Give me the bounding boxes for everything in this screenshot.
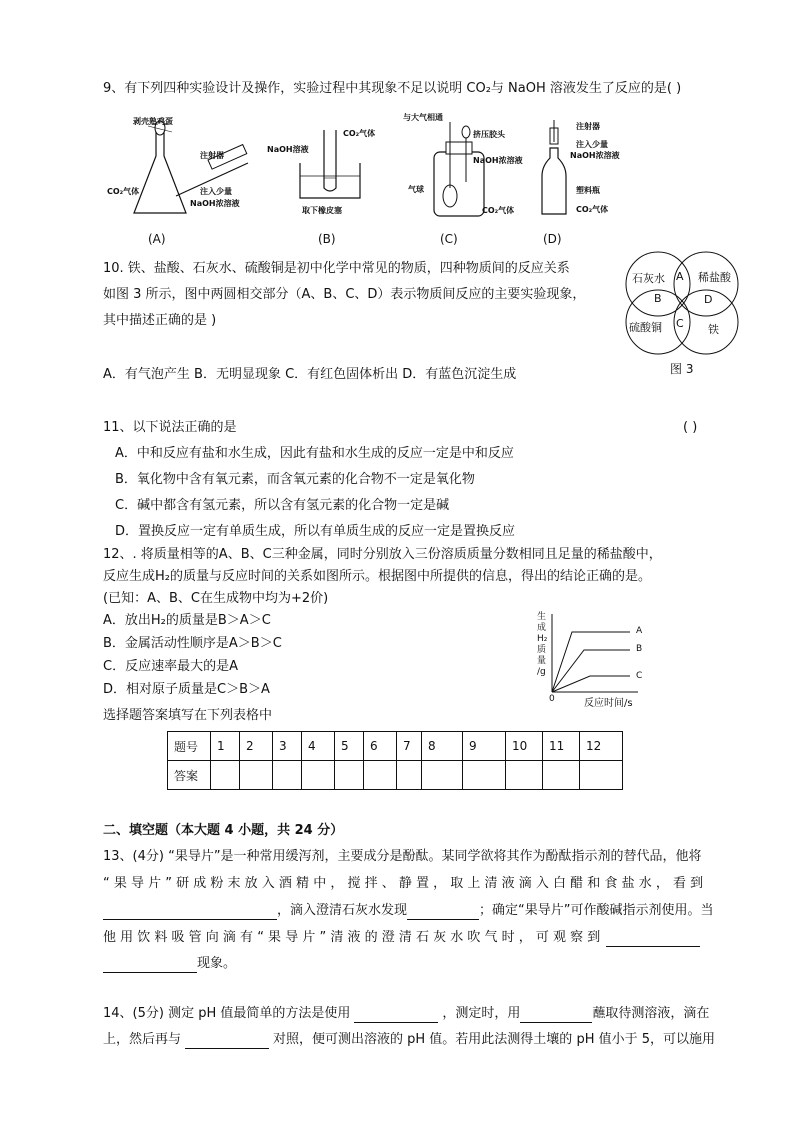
venn-cuso4: 硫酸铜 xyxy=(629,321,662,334)
label-syringe: 注射器 xyxy=(200,151,224,160)
caption-d: (D) xyxy=(543,232,562,246)
caption-c: (C) xyxy=(440,232,458,246)
q11-stem: 11、以下说法正确的是 xyxy=(103,420,237,435)
number-cell: 1 xyxy=(211,732,240,761)
number-cell: 5 xyxy=(335,732,364,761)
blank[interactable] xyxy=(520,1008,592,1023)
q12-option-d: D．相对原子质量是C＞B＞A xyxy=(103,682,270,697)
number-cell: 2 xyxy=(240,732,273,761)
label-air: 与大气相通 xyxy=(403,113,443,122)
q13-text: ；确定“果导片”可作酸碱指示剂使用。当 xyxy=(479,903,714,918)
number-cell: 4 xyxy=(302,732,335,761)
answer-cell[interactable] xyxy=(463,761,506,790)
q14-text: 对照，便可测出溶液的 pH 值。若用此法测得土壤的 pH 值小于 5，可以施用 xyxy=(273,1032,716,1047)
q14-text: 上，然后再与 xyxy=(103,1032,182,1047)
answer-cell[interactable] xyxy=(364,761,397,790)
q11-option-d: D．置换反应一定有单质生成，所以有单质生成的反应一定是置换反应 xyxy=(115,524,516,539)
blank[interactable] xyxy=(185,1034,269,1049)
answer-cell[interactable] xyxy=(506,761,543,790)
q10-line1: 10. 铁、盐酸、石灰水、硫酸铜是初中化学中常见的物质，四种物质间的反应关系 xyxy=(103,261,570,276)
figure-3-caption: 图 3 xyxy=(670,362,694,376)
q14-text: ，测定时，用 xyxy=(442,1006,521,1021)
answer-table xyxy=(167,731,623,790)
number-cell: 7 xyxy=(397,732,422,761)
label-co2: CO₂气体 xyxy=(107,187,140,196)
graph-origin: 0 xyxy=(549,694,555,704)
q13-text: 现象。 xyxy=(197,956,237,971)
q12-line1: 12、. 将质量相等的A、B、C三种金属，同时分别放入三份溶质质量分数相同且足量的稀盐酸中， xyxy=(103,547,662,562)
answer-cell[interactable] xyxy=(422,761,463,790)
q10-line2: 如图 3 所示，图中两圆相交部分（A、B、C、D）表示物质间反应的主要实验现象， xyxy=(103,287,586,302)
number-cell: 10 xyxy=(506,732,543,761)
q12-line2: 反应生成H₂的质量与反应时间的关系如图所示。根据图中所提供的信息，得出的结论正确的是。 xyxy=(103,569,651,584)
answer-cell[interactable] xyxy=(302,761,335,790)
answer-cell[interactable] xyxy=(335,761,364,790)
label-bottle: 塑料瓶 xyxy=(576,186,600,195)
plastic-bottle-icon xyxy=(538,118,578,222)
number-cell: 11 xyxy=(543,732,580,761)
answer-label: 答案 xyxy=(168,761,211,790)
number-cell: 12 xyxy=(580,732,623,761)
label-co2: CO₂气体 xyxy=(482,206,515,215)
q13-line4 xyxy=(103,929,700,947)
answer-cell[interactable] xyxy=(240,761,273,790)
number-cell: 8 xyxy=(422,732,463,761)
q13-line1: 13、(4分) “果导片”是一种常用缓泻剂，主要成分是酚酞。某同学欲将其作为酚酞指示剂的替代品，他将 xyxy=(103,849,702,864)
q14-text: 蘸取待测溶液，滴在 xyxy=(592,1006,710,1021)
line-c-label: C xyxy=(636,671,643,681)
venn-c: C xyxy=(676,317,684,330)
q12-line3: (已知：A、B、C在生成物中均为+2价) xyxy=(103,591,329,606)
blank[interactable] xyxy=(354,1008,438,1023)
table-row xyxy=(168,761,623,790)
number-cell: 6 xyxy=(364,732,397,761)
number-cell: 3 xyxy=(273,732,302,761)
blank[interactable] xyxy=(407,905,479,920)
venn-a: A xyxy=(676,270,684,283)
venn-circles-icon xyxy=(620,246,745,360)
label-naoh: NaOH浓溶液 xyxy=(570,151,620,160)
answer-cell[interactable] xyxy=(397,761,422,790)
answer-cell[interactable] xyxy=(211,761,240,790)
caption-a: (A) xyxy=(148,232,166,246)
ylabel-char: H₂ xyxy=(537,634,548,644)
label-co2: CO₂气体 xyxy=(576,205,609,214)
label-dropper: 挤压胶头 xyxy=(473,130,505,139)
h2-graph-lines xyxy=(550,612,643,697)
label-egg: 剥壳熟鸡蛋 xyxy=(133,117,173,126)
q12-option-a: A．放出H₂的质量是B＞A＞C xyxy=(103,613,271,628)
q11-option-a: A．中和反应有盐和水生成，因此有盐和水生成的反应一定是中和反应 xyxy=(115,446,514,461)
q13-line5 xyxy=(103,955,236,973)
label-inject: 注入少量 xyxy=(200,187,232,196)
graph-ylabel xyxy=(537,612,547,678)
q13-text: ，滴入澄清石灰水发现 xyxy=(277,903,408,918)
q14-line2 xyxy=(103,1031,715,1049)
q12-option-b: B．金属活动性顺序是A＞B＞C xyxy=(103,636,282,651)
q14-line1 xyxy=(103,1005,709,1023)
label-inject: 注入少量 xyxy=(576,140,608,149)
ylabel-char: 质 xyxy=(537,645,547,655)
q14-text: 14、(5分) 测定 pH 值最简单的方法是使用 xyxy=(103,1006,351,1021)
q10-line3: 其中描述正确的是 ) xyxy=(103,313,217,328)
answer-cell[interactable] xyxy=(580,761,623,790)
header-label: 题号 xyxy=(168,732,211,761)
ylabel-char: 量 xyxy=(537,656,547,666)
label-naoh: NaOH浓溶液 xyxy=(473,156,523,165)
venn-iron: 铁 xyxy=(708,323,719,336)
line-a-label: A xyxy=(636,626,643,636)
q13-line3 xyxy=(103,902,714,920)
label-co2: CO₂气体 xyxy=(343,129,376,138)
venn-d: D xyxy=(704,293,713,306)
blank[interactable] xyxy=(103,905,277,920)
blank[interactable] xyxy=(606,932,700,947)
graph-xlabel: 反应时间/s xyxy=(584,698,633,709)
q12-option-c: C．反应速率最大的是A xyxy=(103,659,238,674)
label-balloon: 气球 xyxy=(408,185,424,194)
q9-stem: 9、有下列四种实验设计及操作，实验过程中其现象不足以说明 CO₂与 NaOH 溶液发生了反应的是( ) xyxy=(103,81,682,96)
blank[interactable] xyxy=(103,958,197,973)
caption-b: (B) xyxy=(318,232,336,246)
ylabel-char: /g xyxy=(537,667,546,677)
q13-text: 他 用 饮 料 吸 管 向 滴 有 “ 果 导 片 ” 清 液 的 澄 清 石 灰 水 吹 气 时 ， 可 观 察 到 xyxy=(103,930,601,945)
answer-cell[interactable] xyxy=(543,761,580,790)
table-row xyxy=(168,732,623,761)
label-syringe: 注射器 xyxy=(576,122,600,131)
venn-b: B xyxy=(654,292,662,305)
line-b-label: B xyxy=(636,644,643,654)
q11-option-b: B．氧化物中含有氧元素，而含氧元素的化合物不一定是氧化物 xyxy=(115,472,475,487)
q13-line2: “ 果 导 片 ” 研 成 粉 末 放 入 酒 精 中 ， 搅 拌 、 静 置 ， 取 上 清 液 滴 入 白 醋 和 食 盐 水 ， 看 到 xyxy=(103,876,704,891)
label-remove-stopper: 取下橡皮塞 xyxy=(302,206,342,215)
label-naoh-solution: NaOH溶液 xyxy=(267,145,309,154)
q11-paren: ( ) xyxy=(683,420,698,435)
venn-limewater: 石灰水 xyxy=(632,272,665,285)
answer-note: 选择题答案填写在下列表格中 xyxy=(103,708,273,723)
number-cell: 9 xyxy=(463,732,506,761)
ylabel-char: 成 xyxy=(537,623,547,633)
q11-option-c: C．碱中都含有氢元素，所以含有氢元素的化合物一定是碱 xyxy=(115,498,450,513)
venn-hcl: 稀盐酸 xyxy=(698,271,731,284)
ylabel-char: 生 xyxy=(537,612,547,622)
section-2-title: 二、填空题（本大题 4 小题，共 24 分） xyxy=(103,823,344,838)
label-naoh: NaOH浓溶液 xyxy=(190,199,240,208)
q10-options: A．有气泡产生 B．无明显现象 C．有红色固体析出 D．有蓝色沉淀生成 xyxy=(103,367,517,382)
answer-cell[interactable] xyxy=(273,761,302,790)
flask-apparatus-icon xyxy=(128,118,268,228)
